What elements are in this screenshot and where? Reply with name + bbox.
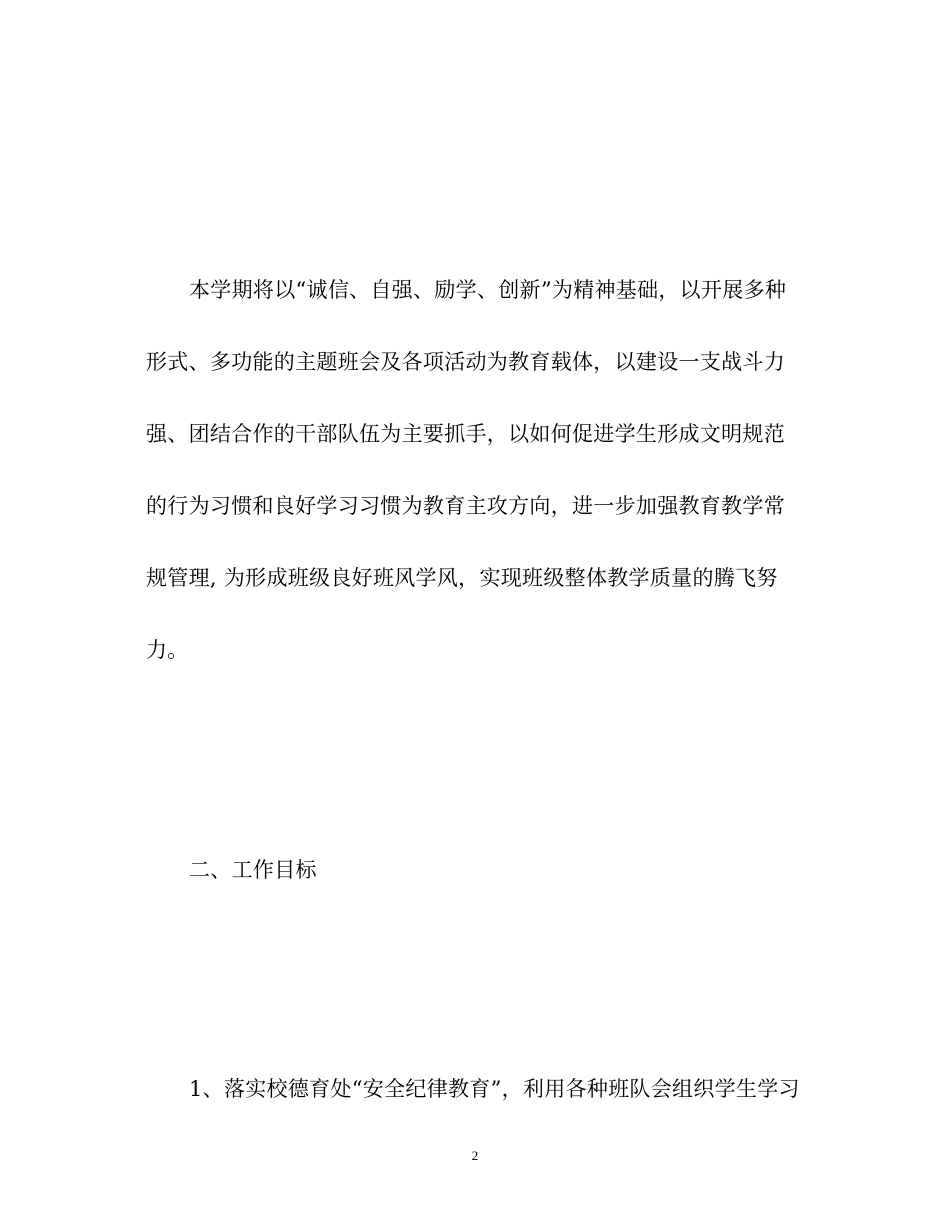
paragraph-line: 规管理, 为形成班级良好班风学风，实现班级整体教学质量的腾飞努 (146, 566, 778, 590)
page-number: 2 (471, 1148, 479, 1163)
list-item-line: 1、落实校德育处“安全纪律教育”，利用各种班队会组织学生学习 (189, 1077, 800, 1101)
paragraph-line: 强、团结合作的干部队伍为主要抓手，以如何促进学生形成文明规范 (146, 422, 785, 446)
paragraph-line: 形式、多功能的主题班会及各项活动为教育载体，以建设一支战斗力 (146, 350, 785, 374)
section-heading: 二、工作目标 (189, 858, 317, 882)
paragraph-line: 本学期将以“诚信、自强、励学、创新”为精神基础，以开展多种 (189, 278, 787, 302)
paragraph-line: 的行为习惯和良好学习习惯为教育主攻方向，进一步加强教育教学常 (146, 494, 785, 518)
paragraph-line: 力。 (146, 638, 189, 662)
